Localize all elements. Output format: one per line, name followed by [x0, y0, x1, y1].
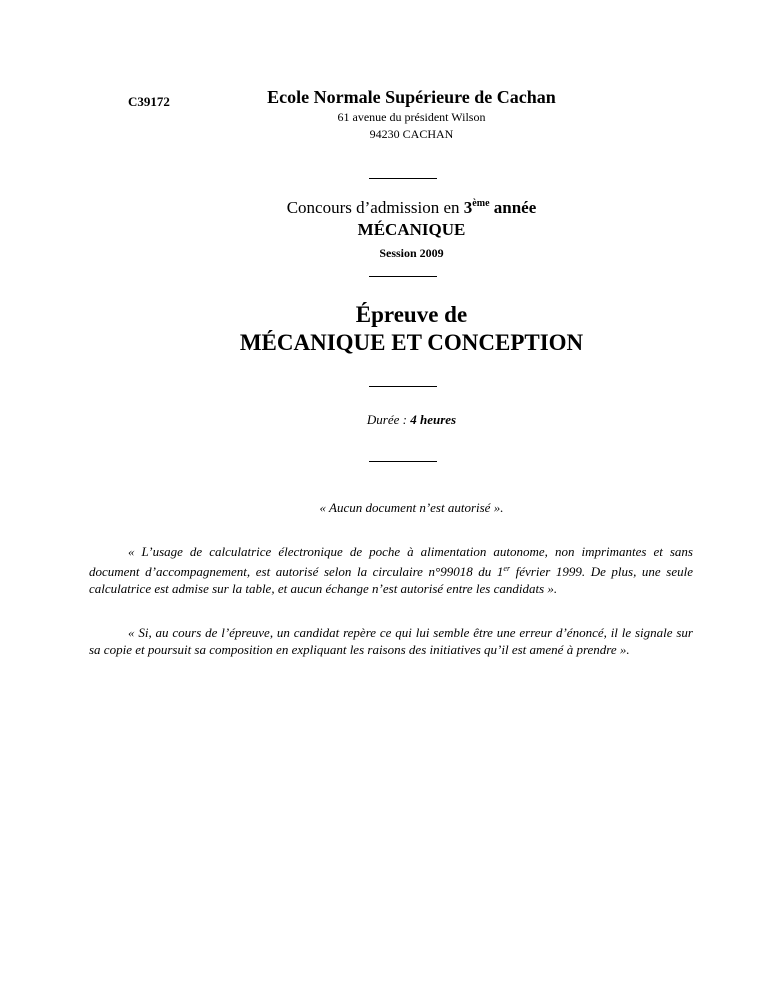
calculator-rule-text-1: « L’usage de calculatrice électronique de poche à alimentation autonome, non imprimantes et sans document d’accompagnement, est autorisé selon la circulaire n°99018 du 1 [89, 544, 693, 579]
duration-label: Durée : [366, 412, 411, 427]
duration [0, 412, 768, 428]
duration-value: 4 heures [410, 412, 457, 427]
competition-subject: MÉCANIQUE [357, 220, 466, 239]
calculator-rule-superscript: er [503, 564, 511, 573]
school-name: Ecole Normale Supérieure de Cachan [267, 87, 556, 107]
competition-prefix: Concours d’admission en [286, 198, 464, 217]
calculator-rule [89, 543, 693, 597]
exam-title-line-1: Épreuve de [355, 302, 468, 327]
session-label: Session 2009 [379, 246, 444, 260]
divider-rule [369, 461, 437, 462]
address-line-1: 61 avenue du président Wilson [337, 110, 486, 124]
divider-rule [369, 386, 437, 387]
divider-rule [369, 178, 437, 179]
year-number: 3 [463, 198, 473, 217]
exam-code: C39172 [128, 94, 170, 109]
error-notice-rule: « Si, au cours de l’épreuve, un candidat repère ce qui lui semble être une erreur d’énoncé, il le signale sur sa copie et poursuit sa composition en expliquant les raisons des initiatives qu’il est amené à prendre ». [89, 625, 693, 657]
year-superscript: ème [472, 198, 490, 209]
year-word: année [489, 198, 537, 217]
calculator-rule-text-2: février 1999. De plus, une seule calculatrice est admise sur la table, et aucun échange n’est autorisé entre les candidats ». [89, 564, 693, 596]
exam-title-line-2: MÉCANIQUE ET CONCEPTION [239, 330, 584, 355]
no-documents-rule: « Aucun document n’est autorisé ». [319, 500, 504, 515]
divider-rule [369, 276, 437, 277]
competition-title [0, 198, 768, 218]
address-line-2: 94230 CACHAN [369, 127, 454, 141]
